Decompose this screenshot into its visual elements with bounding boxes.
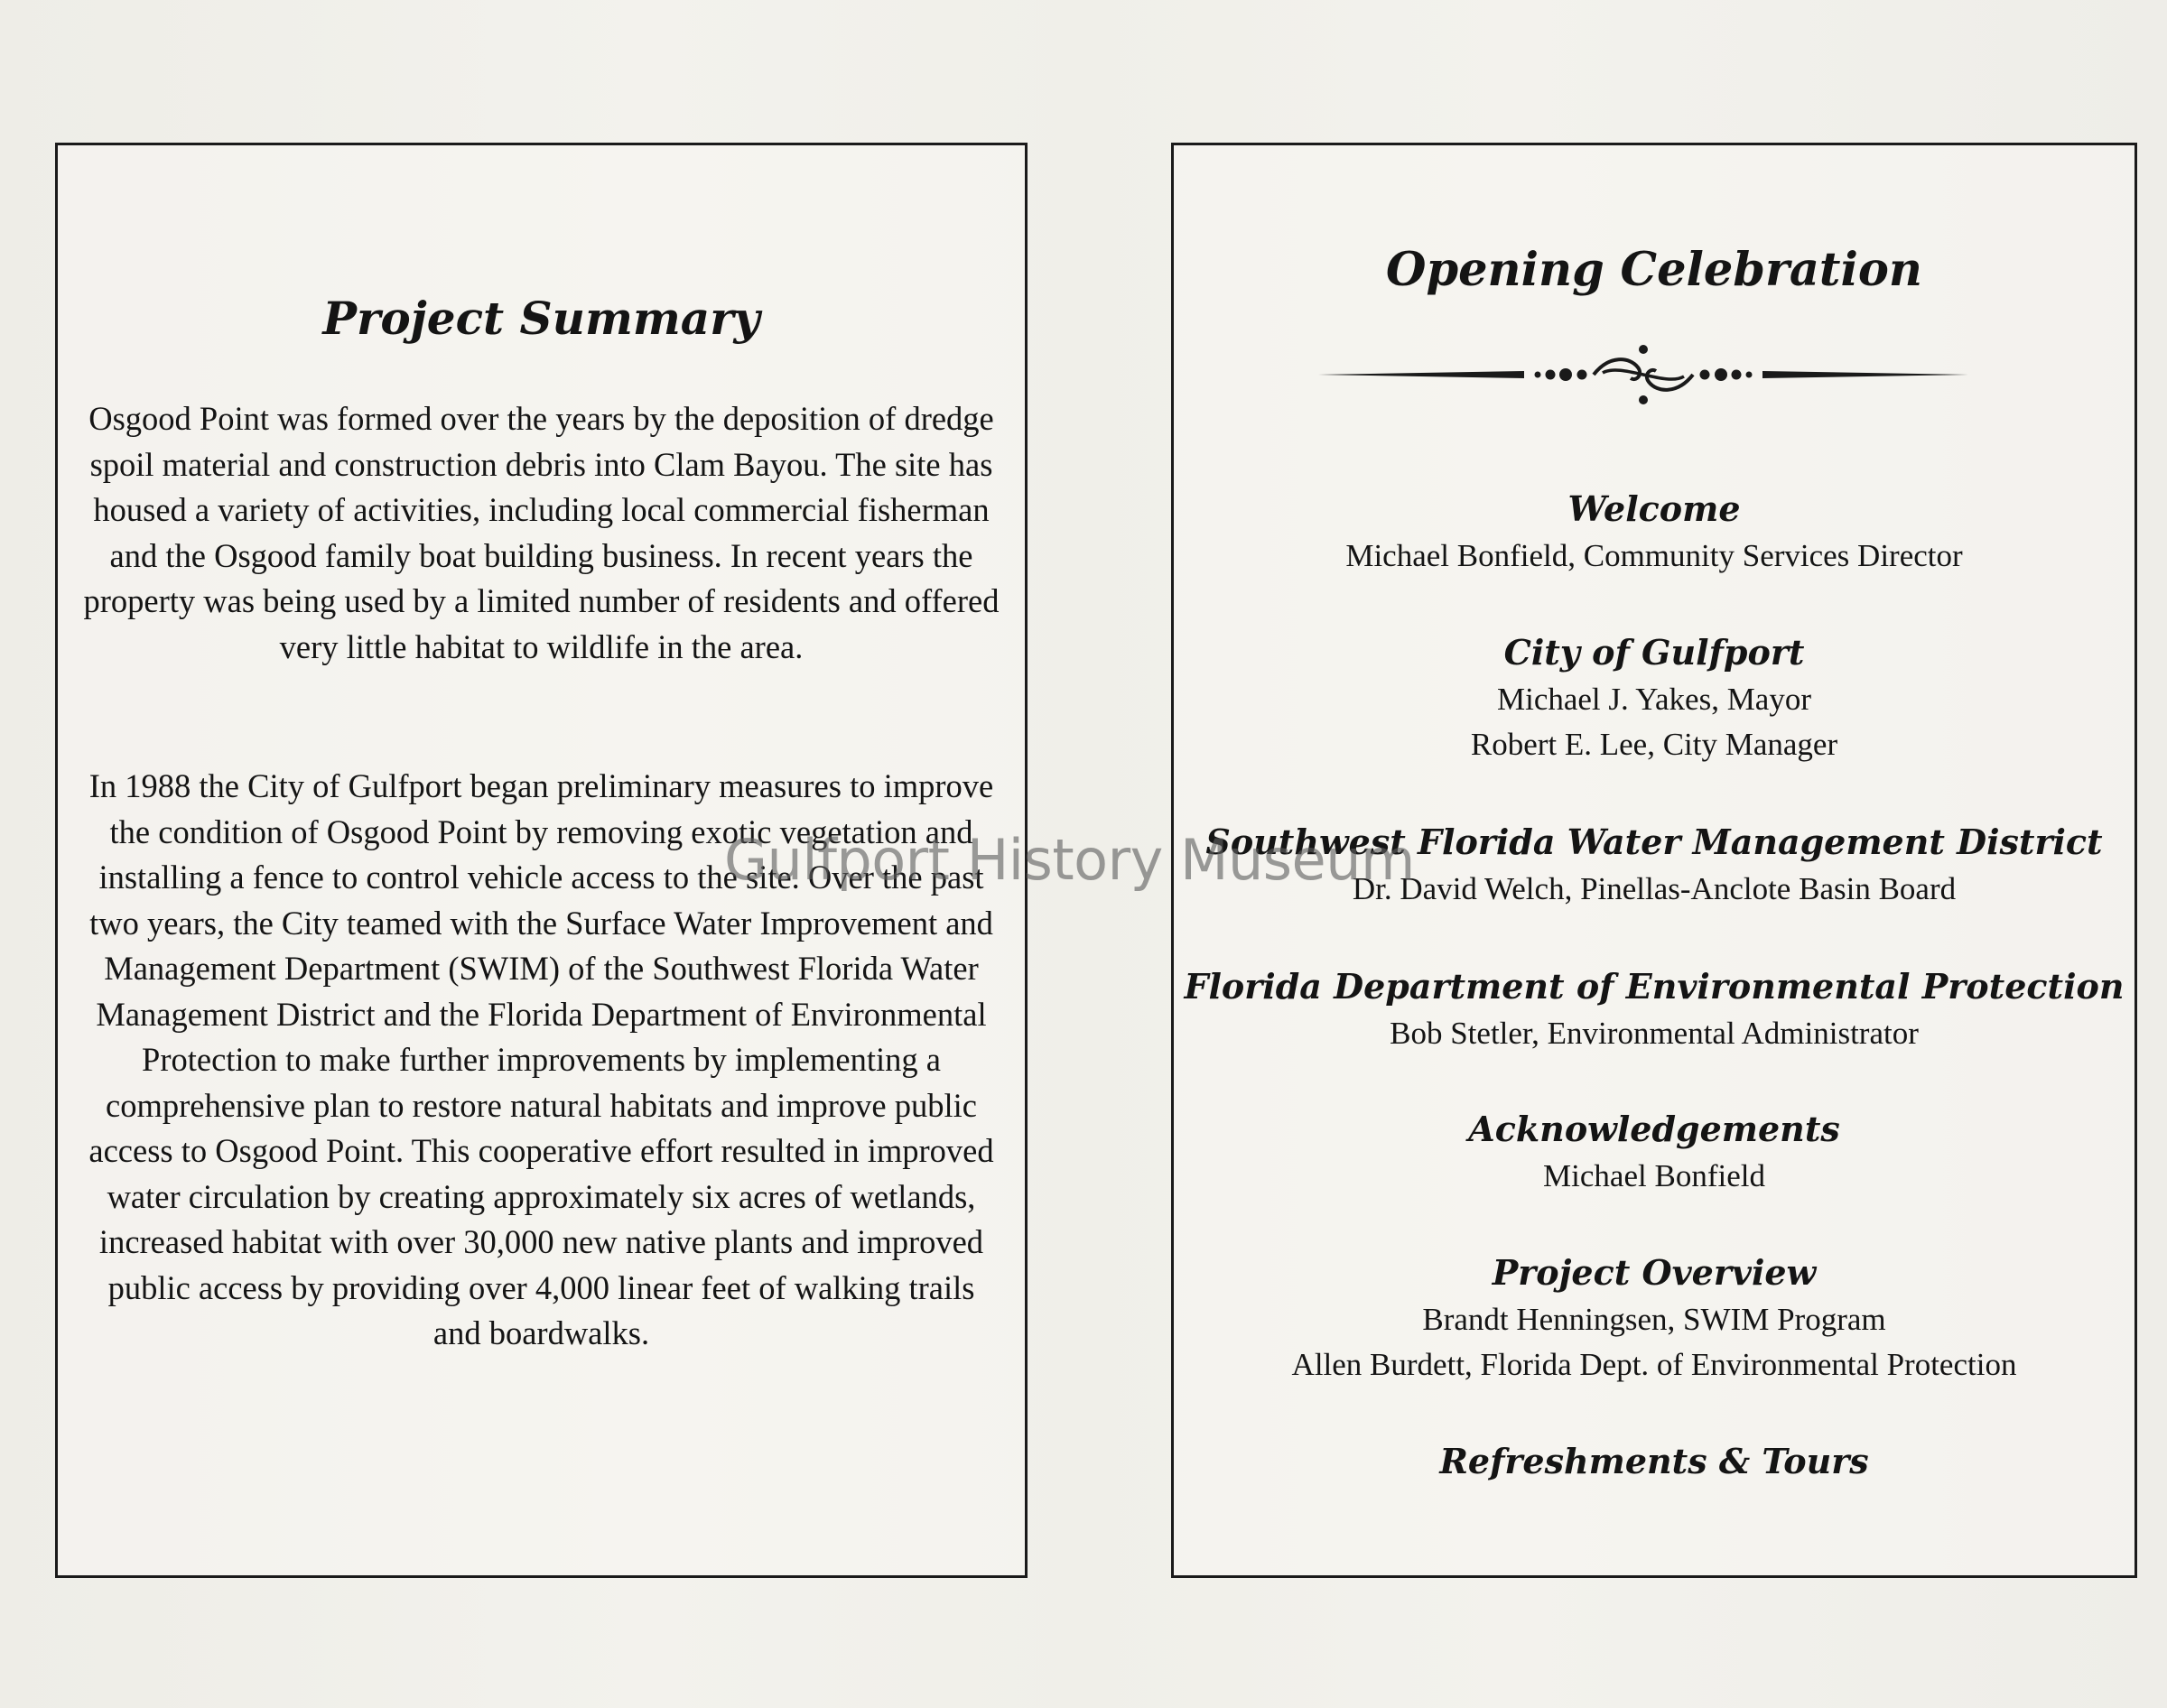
section-line: Michael Bonfield, Community Services Director — [1345, 538, 1963, 573]
section-heading: Florida Department of Environmental Protection — [1184, 966, 2125, 1007]
section-line: Michael J. Yakes, Mayor — [1496, 682, 1812, 717]
museum-watermark: Gulfport History Museum — [724, 827, 1415, 893]
scroll-divider-icon — [1318, 342, 1968, 405]
opening-celebration-title: Opening Celebration — [1386, 243, 1922, 297]
program-section-refreshments — [1174, 1437, 2134, 1486]
section-line: Allen Burdett, Florida Dept. of Environmental Protection — [1291, 1347, 2017, 1382]
program-section-acknowledgements — [1174, 1105, 2134, 1199]
section-line: Michael Bonfield — [1543, 1158, 1765, 1193]
section-line: Dr. David Welch, Pinellas-Anclote Basin Board — [1352, 871, 1957, 906]
section-heading: Refreshments & Tours — [1439, 1441, 1869, 1481]
section-heading: Project Overview — [1492, 1252, 1817, 1293]
project-summary-title: Project Summary — [322, 292, 760, 345]
summary-paragraph-1: Osgood Point was formed over the years by the deposition of dredge spoil material and construction debris into Clam Bayou. The site has housed a variety of activities, including local commercial fisherman and the Osgood family boat building business. In recent years the property was being used by a limited number of residents and offered very little habitat to wildlife in the area. — [83, 400, 1000, 665]
section-heading: Southwest Florida Water Management District — [1205, 822, 2103, 862]
program-section-project-overview — [1174, 1249, 2134, 1388]
program-section-welcome — [1174, 485, 2134, 579]
program-section-city-of-gulfport — [1174, 628, 2134, 767]
section-heading: Welcome — [1567, 488, 1741, 529]
section-line: Robert E. Lee, City Manager — [1470, 727, 1838, 762]
section-line: Brandt Henningsen, SWIM Program — [1422, 1302, 1886, 1337]
summary-paragraph-2: In 1988 the City of Gulfport began preliminary measures to improve the condition of Osgood Point by removing exotic vegetation and installing a fence to control vehicle access to the site. Over the past two years, the City teamed with the Surface Water Improvement and Management Department (SWIM) of the Southwest Florida Water Management District and the Florida Department of Environmental Protection to make further improvements by implementing a comprehensive plan to restore natural habitats and improve public access to Osgood Point. This cooperative effort resulted in improved water circulation by creating approximately six acres of wetlands, increased habitat with over 30,000 new native plants and improved public access by providing over 4,000 linear feet of walking trails and boardwalks. — [88, 767, 994, 1351]
program-section-fdep — [1174, 962, 2134, 1056]
section-heading: Acknowledgements — [1468, 1109, 1840, 1149]
section-heading: City of Gulfport — [1503, 632, 1805, 673]
section-line: Bob Stetler, Environmental Administrator — [1390, 1016, 1919, 1051]
